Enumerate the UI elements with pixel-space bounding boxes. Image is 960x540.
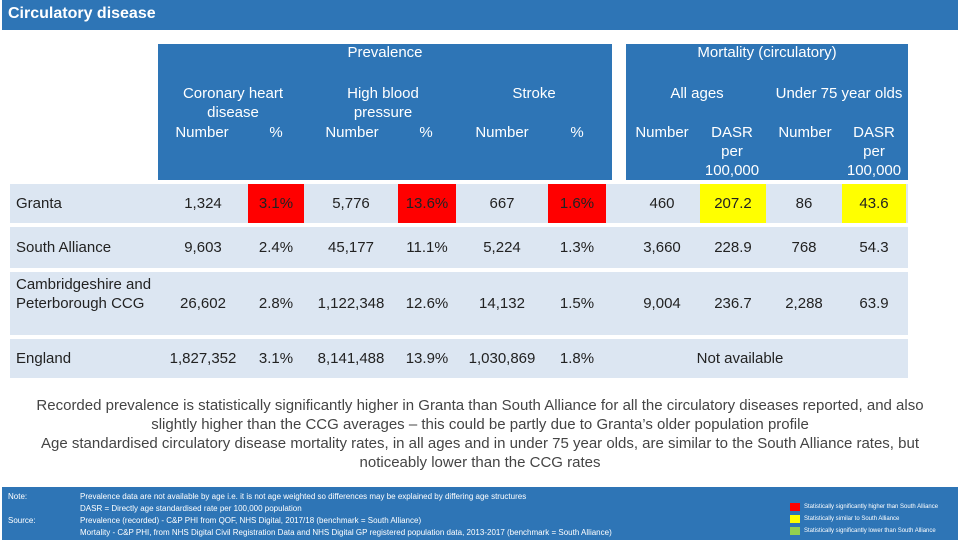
hbp-pct-cell: 12.6% xyxy=(405,295,449,312)
row-label: England xyxy=(16,350,72,367)
chd-number-cell: 1,827,352 xyxy=(169,350,237,367)
note-label: Note: xyxy=(8,492,28,501)
mortality-not-available: Not available xyxy=(696,350,784,367)
legend-item xyxy=(790,514,899,524)
prevalence-label: Prevalence xyxy=(347,44,423,61)
chd-number-cell: 26,602 xyxy=(180,295,226,312)
legend-item xyxy=(790,526,936,536)
all-number-cell: 3,660 xyxy=(643,239,681,256)
chd-pct-cell: 2.8% xyxy=(258,295,294,312)
mortality-label: Mortality (circulatory) xyxy=(697,44,837,61)
chd-number-cell: 9,603 xyxy=(184,239,222,256)
all-number-cell: 9,004 xyxy=(643,295,681,312)
u75-dasr-cell: 43.6 xyxy=(842,184,906,223)
summary-line-1: Recorded prevalence is statistically significantly higher in Granta than South Alliance for all the circulatory diseases reported, and also slightly higher than the CCG averages – this could be partly due to Granta’s older population profile xyxy=(36,397,924,433)
hbp-number-cell: 1,122,348 xyxy=(317,295,385,312)
chd-pct-cell: 3.1% xyxy=(248,184,304,223)
stroke-number-cell: 5,224 xyxy=(483,239,521,256)
row-label: Granta xyxy=(16,195,62,212)
hbp-number-cell: 45,177 xyxy=(328,239,374,256)
stroke-number-cell: 14,132 xyxy=(479,295,525,312)
under75-header: Under 75 year olds xyxy=(775,85,903,102)
chd-pct-cell: 3.1% xyxy=(258,350,294,367)
u75-dasr-header: DASR per 100,000 xyxy=(846,124,902,179)
row-label: Cambridgeshire and Peterborough CCG xyxy=(16,276,152,312)
hbp-number-header: Number xyxy=(325,124,379,141)
legend-swatch-green xyxy=(790,527,800,535)
legend-label: Statistically significantly lower than South Alliance xyxy=(804,528,936,534)
summary-line-2: Age standardised circulatory disease mortality rates, in all ages and in under 75 year olds, are similar to the South Alliance rates, but noticeably lower than the CCG rates xyxy=(41,435,919,471)
legend-label: Statistically significantly higher than South Alliance xyxy=(804,504,939,510)
all-number-header: Number xyxy=(635,124,689,141)
source-line-1: Prevalence (recorded) - C&P PHI from QOF, NHS Digital, 2017/18 (benchmark = South Alliance) xyxy=(80,516,422,525)
stroke-pct-header: % xyxy=(570,124,584,141)
chd-pct-cell: 2.4% xyxy=(258,239,294,256)
note-line-1: Prevalence data are not available by age i.e. it is not age weighted so differences may be explained by differing age structures xyxy=(80,492,527,501)
source-label: Source: xyxy=(8,516,36,525)
legend-label: Statistically similar to South Alliance xyxy=(804,516,900,522)
chd-number-header: Number xyxy=(175,124,229,141)
stroke-pct-cell: 1.8% xyxy=(559,350,595,367)
legend-item xyxy=(790,502,938,512)
hbp-pct-cell: 13.6% xyxy=(398,184,456,223)
page-title: Circulatory disease xyxy=(8,5,156,22)
chd-pct-header: % xyxy=(269,124,283,141)
stroke-number-cell: 667 xyxy=(489,195,515,212)
title-bar xyxy=(2,0,958,30)
stroke-number-header: Number xyxy=(475,124,529,141)
all-dasr-cell: 228.9 xyxy=(714,239,752,256)
u75-number-header: Number xyxy=(778,124,832,141)
hbp-pct-cell: 13.9% xyxy=(405,350,449,367)
significance-legend xyxy=(790,500,958,538)
u75-number-cell: 2,288 xyxy=(785,295,823,312)
row-label: South Alliance xyxy=(16,239,112,256)
chd-number-cell: 1,324 xyxy=(184,195,222,212)
chd-header: Coronary heart disease xyxy=(182,85,284,121)
legend-swatch-red xyxy=(790,503,800,511)
u75-number-cell: 768 xyxy=(791,239,817,256)
source-line-2: Mortality - C&P PHI, from NHS Digital Civil Registration Data and NHS Digital GP registered population data, 2013-2017 (benchmark = South Alliance) xyxy=(80,528,612,537)
all-dasr-header: DASR per 100,000 xyxy=(704,124,760,179)
stroke-number-cell: 1,030,869 xyxy=(468,350,536,367)
all-dasr-cell: 236.7 xyxy=(714,295,752,312)
all-number-cell: 460 xyxy=(649,195,675,212)
u75-number-cell: 86 xyxy=(795,195,813,212)
hbp-header: High blood pressure xyxy=(347,85,419,121)
stroke-pct-cell: 1.6% xyxy=(548,184,606,223)
u75-dasr-cell: 63.9 xyxy=(859,295,889,312)
legend-swatch-yellow xyxy=(790,515,800,523)
stroke-pct-cell: 1.3% xyxy=(559,239,595,256)
hbp-pct-header: % xyxy=(419,124,433,141)
note-line-2: DASR = Directly age standardised rate per 100,000 population xyxy=(80,504,302,513)
u75-dasr-cell: 54.3 xyxy=(859,239,889,256)
stroke-header: Stroke xyxy=(512,85,556,102)
hbp-number-cell: 5,776 xyxy=(332,195,370,212)
hbp-number-cell: 8,141,488 xyxy=(317,350,385,367)
all-dasr-cell: 207.2 xyxy=(700,184,766,223)
hbp-pct-cell: 11.1% xyxy=(406,239,448,256)
summary-text xyxy=(20,396,940,472)
stroke-pct-cell: 1.5% xyxy=(559,295,595,312)
all-ages-header: All ages xyxy=(670,85,724,102)
